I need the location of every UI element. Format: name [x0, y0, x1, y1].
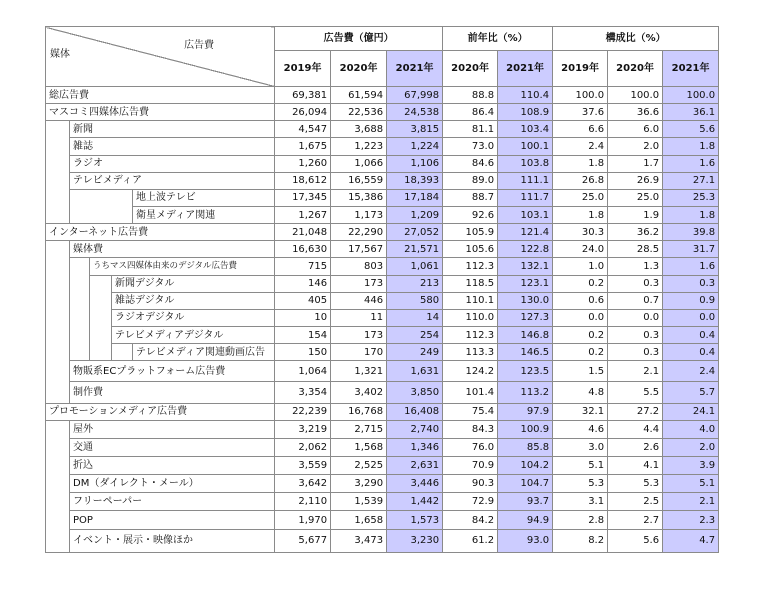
- value-cell: 21,048: [275, 224, 331, 241]
- value-cell: 123.5: [498, 361, 553, 382]
- value-cell: 132.1: [498, 258, 553, 275]
- value-cell: 118.5: [443, 275, 498, 292]
- value-cell: 16,408: [387, 403, 443, 420]
- value-cell: 100.0: [553, 87, 608, 104]
- value-cell: 1,106: [387, 155, 443, 172]
- value-cell: 70.9: [443, 457, 498, 475]
- value-cell: 100.0: [663, 87, 719, 104]
- year-header: 2020年: [443, 51, 498, 87]
- value-cell: 10: [275, 309, 331, 326]
- value-cell: 715: [275, 258, 331, 275]
- value-cell: 0.3: [608, 326, 663, 343]
- value-cell: 25.0: [608, 189, 663, 206]
- value-cell: 405: [275, 292, 331, 309]
- value-cell: 3,688: [331, 121, 387, 138]
- value-cell: 16,630: [275, 241, 331, 258]
- value-cell: 3,815: [387, 121, 443, 138]
- value-cell: 124.2: [443, 361, 498, 382]
- value-cell: 2.0: [663, 438, 719, 456]
- table-row: [46, 309, 719, 326]
- value-cell: 16,559: [331, 172, 387, 189]
- table-row: [46, 172, 719, 189]
- value-cell: 22,290: [331, 224, 387, 241]
- value-cell: 5,677: [275, 529, 331, 552]
- yoy-group-header: 前年比（%）: [443, 27, 553, 51]
- table-row: [46, 138, 719, 155]
- value-cell: 26.8: [553, 172, 608, 189]
- year-header: 2021年: [663, 51, 719, 87]
- value-cell: 88.8: [443, 87, 498, 104]
- indent-cell: [46, 241, 70, 403]
- value-cell: 31.7: [663, 241, 719, 258]
- row-label: POP: [70, 511, 275, 529]
- indent-cell: [90, 275, 112, 361]
- value-cell: 130.0: [498, 292, 553, 309]
- value-cell: 36.1: [663, 104, 719, 121]
- value-cell: 4.7: [663, 529, 719, 552]
- value-cell: 67,998: [387, 87, 443, 104]
- value-cell: 0.4: [663, 326, 719, 343]
- value-cell: 112.3: [443, 326, 498, 343]
- row-label: プロモーションメディア広告費: [46, 403, 275, 420]
- value-cell: 3.1: [553, 493, 608, 511]
- value-cell: 2.1: [663, 493, 719, 511]
- value-cell: 24,538: [387, 104, 443, 121]
- table-row: [46, 326, 719, 343]
- value-cell: 93.7: [498, 493, 553, 511]
- value-cell: 104.2: [498, 457, 553, 475]
- table-row: [46, 475, 719, 493]
- year-header: 2021年: [387, 51, 443, 87]
- value-cell: 1.5: [553, 361, 608, 382]
- value-cell: 24.0: [553, 241, 608, 258]
- table-row: [46, 87, 719, 104]
- value-cell: 76.0: [443, 438, 498, 456]
- value-cell: 1,442: [387, 493, 443, 511]
- value-cell: 1,539: [331, 493, 387, 511]
- value-cell: 111.1: [498, 172, 553, 189]
- value-cell: 2,715: [331, 420, 387, 438]
- value-cell: 61,594: [331, 87, 387, 104]
- value-cell: 1,346: [387, 438, 443, 456]
- value-cell: 146.5: [498, 344, 553, 361]
- value-cell: 3.9: [663, 457, 719, 475]
- row-label: 折込: [70, 457, 275, 475]
- value-cell: 100.0: [608, 87, 663, 104]
- value-cell: 75.4: [443, 403, 498, 420]
- value-cell: 2,110: [275, 493, 331, 511]
- value-cell: 101.4: [443, 382, 498, 403]
- value-cell: 2,740: [387, 420, 443, 438]
- row-label: DM（ダイレクト・メール）: [70, 475, 275, 493]
- value-cell: 154: [275, 326, 331, 343]
- value-cell: 5.5: [608, 382, 663, 403]
- table-row: [46, 206, 719, 223]
- value-cell: 2.3: [663, 511, 719, 529]
- value-cell: 110.1: [443, 292, 498, 309]
- value-cell: 170: [331, 344, 387, 361]
- value-cell: 0.4: [663, 344, 719, 361]
- table-row: [46, 224, 719, 241]
- advertising-expenditure-table: [45, 26, 719, 553]
- value-cell: 150: [275, 344, 331, 361]
- year-header: 2020年: [331, 51, 387, 87]
- value-cell: 123.1: [498, 275, 553, 292]
- value-cell: 0.3: [608, 275, 663, 292]
- year-header: 2019年: [275, 51, 331, 87]
- value-cell: 5.6: [663, 121, 719, 138]
- table-row: [46, 292, 719, 309]
- value-cell: 88.7: [443, 189, 498, 206]
- value-cell: 3.0: [553, 438, 608, 456]
- table-row: [46, 420, 719, 438]
- value-cell: 103.1: [498, 206, 553, 223]
- row-axis-label: 媒体: [50, 49, 70, 60]
- value-cell: 17,184: [387, 189, 443, 206]
- table-row: [46, 361, 719, 382]
- row-label: 総広告費: [46, 87, 275, 104]
- value-cell: 213: [387, 275, 443, 292]
- value-cell: 113.2: [498, 382, 553, 403]
- value-cell: 4.1: [608, 457, 663, 475]
- row-label: インターネット広告費: [46, 224, 275, 241]
- value-cell: 27.1: [663, 172, 719, 189]
- value-cell: 4.4: [608, 420, 663, 438]
- value-cell: 28.5: [608, 241, 663, 258]
- row-label: テレビメディア関連動画広告: [133, 344, 275, 361]
- value-cell: 84.6: [443, 155, 498, 172]
- value-cell: 3,473: [331, 529, 387, 552]
- value-cell: 0.2: [553, 344, 608, 361]
- table-row: [46, 189, 719, 206]
- value-cell: 24.1: [663, 403, 719, 420]
- year-header: 2019年: [553, 51, 608, 87]
- value-cell: 3,446: [387, 475, 443, 493]
- table-row: [46, 344, 719, 361]
- value-cell: 3,354: [275, 382, 331, 403]
- table-row: [46, 493, 719, 511]
- value-cell: 3,290: [331, 475, 387, 493]
- row-label: 屋外: [70, 420, 275, 438]
- value-cell: 2.4: [553, 138, 608, 155]
- value-cell: 16,768: [331, 403, 387, 420]
- row-label: 衛星メディア関連: [133, 206, 275, 223]
- value-cell: 0.2: [553, 275, 608, 292]
- value-cell: 110.4: [498, 87, 553, 104]
- value-cell: 2,631: [387, 457, 443, 475]
- value-cell: 1.3: [608, 258, 663, 275]
- value-cell: 2.0: [608, 138, 663, 155]
- value-cell: 4.6: [553, 420, 608, 438]
- value-cell: 21,571: [387, 241, 443, 258]
- value-cell: 1.8: [663, 138, 719, 155]
- value-cell: 36.2: [608, 224, 663, 241]
- value-cell: 1,568: [331, 438, 387, 456]
- value-cell: 5.1: [553, 457, 608, 475]
- table-row: [46, 104, 719, 121]
- row-label: 雑誌: [70, 138, 275, 155]
- value-cell: 105.6: [443, 241, 498, 258]
- value-cell: 61.2: [443, 529, 498, 552]
- year-header: 2020年: [608, 51, 663, 87]
- value-cell: 27.2: [608, 403, 663, 420]
- share-group-header: 構成比（%）: [553, 27, 719, 51]
- row-label: 交通: [70, 438, 275, 456]
- value-cell: 84.3: [443, 420, 498, 438]
- value-cell: 1,260: [275, 155, 331, 172]
- value-cell: 89.0: [443, 172, 498, 189]
- row-label: イベント・展示・映像ほか: [70, 529, 275, 552]
- value-cell: 2.1: [608, 361, 663, 382]
- value-cell: 73.0: [443, 138, 498, 155]
- value-cell: 112.3: [443, 258, 498, 275]
- value-cell: 0.3: [608, 344, 663, 361]
- row-label: 地上波テレビ: [133, 189, 275, 206]
- column-axis-label: 広告費: [184, 40, 215, 51]
- row-label: 制作費: [70, 382, 275, 403]
- value-cell: 104.7: [498, 475, 553, 493]
- value-cell: 254: [387, 326, 443, 343]
- value-cell: 1,209: [387, 206, 443, 223]
- value-cell: 5.6: [608, 529, 663, 552]
- value-cell: 72.9: [443, 493, 498, 511]
- value-cell: 173: [331, 275, 387, 292]
- value-cell: 22,536: [331, 104, 387, 121]
- value-cell: 103.4: [498, 121, 553, 138]
- value-cell: 1,321: [331, 361, 387, 382]
- indent-cell: [70, 258, 90, 361]
- table-row: [46, 438, 719, 456]
- value-cell: 446: [331, 292, 387, 309]
- value-cell: 173: [331, 326, 387, 343]
- value-cell: 108.9: [498, 104, 553, 121]
- value-cell: 3,642: [275, 475, 331, 493]
- row-label: 媒体費: [70, 241, 275, 258]
- value-cell: 4.8: [553, 382, 608, 403]
- table-row: [46, 529, 719, 552]
- value-cell: 1,061: [387, 258, 443, 275]
- value-cell: 6.6: [553, 121, 608, 138]
- value-cell: 1,064: [275, 361, 331, 382]
- value-cell: 3,219: [275, 420, 331, 438]
- table-row: [46, 275, 719, 292]
- value-cell: 30.3: [553, 224, 608, 241]
- indent-cell: [112, 344, 133, 361]
- value-cell: 26.9: [608, 172, 663, 189]
- value-cell: 1,573: [387, 511, 443, 529]
- value-cell: 39.8: [663, 224, 719, 241]
- value-cell: 1,658: [331, 511, 387, 529]
- value-cell: 1,675: [275, 138, 331, 155]
- value-cell: 2.5: [608, 493, 663, 511]
- value-cell: 2,062: [275, 438, 331, 456]
- value-cell: 580: [387, 292, 443, 309]
- row-label: 雑誌デジタル: [112, 292, 275, 309]
- corner-header-cell: [46, 27, 275, 87]
- value-cell: 85.8: [498, 438, 553, 456]
- value-cell: 37.6: [553, 104, 608, 121]
- value-cell: 113.3: [443, 344, 498, 361]
- value-cell: 0.0: [553, 309, 608, 326]
- value-cell: 93.0: [498, 529, 553, 552]
- indent-cell: [70, 189, 133, 223]
- row-label: ラジオ: [70, 155, 275, 172]
- value-cell: 90.3: [443, 475, 498, 493]
- value-cell: 84.2: [443, 511, 498, 529]
- value-cell: 4,547: [275, 121, 331, 138]
- value-cell: 103.8: [498, 155, 553, 172]
- row-label: 物販系ECプラットフォーム広告費: [70, 361, 275, 382]
- row-label: 新聞: [70, 121, 275, 138]
- value-cell: 1.8: [663, 206, 719, 223]
- value-cell: 2,525: [331, 457, 387, 475]
- value-cell: 3,402: [331, 382, 387, 403]
- value-cell: 26,094: [275, 104, 331, 121]
- table-row: [46, 155, 719, 172]
- value-cell: 2.7: [608, 511, 663, 529]
- value-cell: 1,223: [331, 138, 387, 155]
- value-cell: 0.6: [553, 292, 608, 309]
- row-label: テレビメディアデジタル: [112, 326, 275, 343]
- value-cell: 1.7: [608, 155, 663, 172]
- indent-cell: [46, 121, 70, 224]
- row-label: フリーペーパー: [70, 493, 275, 511]
- value-cell: 1.9: [608, 206, 663, 223]
- value-cell: 4.0: [663, 420, 719, 438]
- table-row: [46, 382, 719, 403]
- row-label: テレビメディア: [70, 172, 275, 189]
- value-cell: 121.4: [498, 224, 553, 241]
- amount-group-header: 広告費（億円）: [275, 27, 443, 51]
- value-cell: 1.8: [553, 155, 608, 172]
- value-cell: 105.9: [443, 224, 498, 241]
- value-cell: 86.4: [443, 104, 498, 121]
- value-cell: 3,230: [387, 529, 443, 552]
- year-header: 2021年: [498, 51, 553, 87]
- value-cell: 5.3: [553, 475, 608, 493]
- value-cell: 17,567: [331, 241, 387, 258]
- table-row: [46, 241, 719, 258]
- value-cell: 2.4: [663, 361, 719, 382]
- value-cell: 0.0: [663, 309, 719, 326]
- value-cell: 146: [275, 275, 331, 292]
- value-cell: 94.9: [498, 511, 553, 529]
- value-cell: 1,970: [275, 511, 331, 529]
- value-cell: 3,559: [275, 457, 331, 475]
- table-row: [46, 258, 719, 275]
- value-cell: 110.0: [443, 309, 498, 326]
- table-row: [46, 457, 719, 475]
- value-cell: 97.9: [498, 403, 553, 420]
- value-cell: 1,224: [387, 138, 443, 155]
- value-cell: 803: [331, 258, 387, 275]
- value-cell: 1,066: [331, 155, 387, 172]
- value-cell: 0.0: [608, 309, 663, 326]
- value-cell: 3,850: [387, 382, 443, 403]
- value-cell: 18,393: [387, 172, 443, 189]
- value-cell: 25.0: [553, 189, 608, 206]
- value-cell: 2.6: [608, 438, 663, 456]
- value-cell: 1,173: [331, 206, 387, 223]
- table-row: [46, 511, 719, 529]
- value-cell: 2.8: [553, 511, 608, 529]
- value-cell: 8.2: [553, 529, 608, 552]
- value-cell: 5.3: [608, 475, 663, 493]
- value-cell: 81.1: [443, 121, 498, 138]
- table-row: [46, 121, 719, 138]
- value-cell: 27,052: [387, 224, 443, 241]
- value-cell: 18,612: [275, 172, 331, 189]
- value-cell: 32.1: [553, 403, 608, 420]
- value-cell: 0.3: [663, 275, 719, 292]
- value-cell: 0.7: [608, 292, 663, 309]
- value-cell: 1.0: [553, 258, 608, 275]
- value-cell: 0.9: [663, 292, 719, 309]
- value-cell: 15,386: [331, 189, 387, 206]
- row-label: ラジオデジタル: [112, 309, 275, 326]
- row-label: 新聞デジタル: [112, 275, 275, 292]
- value-cell: 6.0: [608, 121, 663, 138]
- value-cell: 5.1: [663, 475, 719, 493]
- row-label: マスコミ四媒体広告費: [46, 104, 275, 121]
- value-cell: 1.6: [663, 155, 719, 172]
- value-cell: 5.7: [663, 382, 719, 403]
- value-cell: 17,345: [275, 189, 331, 206]
- value-cell: 122.8: [498, 241, 553, 258]
- value-cell: 92.6: [443, 206, 498, 223]
- value-cell: 100.9: [498, 420, 553, 438]
- value-cell: 22,239: [275, 403, 331, 420]
- value-cell: 249: [387, 344, 443, 361]
- value-cell: 1.8: [553, 206, 608, 223]
- value-cell: 127.3: [498, 309, 553, 326]
- value-cell: 1,267: [275, 206, 331, 223]
- row-label: うちマス四媒体由来のデジタル広告費: [90, 258, 275, 275]
- value-cell: 69,381: [275, 87, 331, 104]
- value-cell: 25.3: [663, 189, 719, 206]
- value-cell: 1.6: [663, 258, 719, 275]
- value-cell: 1,631: [387, 361, 443, 382]
- value-cell: 111.7: [498, 189, 553, 206]
- table-row: [46, 403, 719, 420]
- indent-cell: [46, 420, 70, 552]
- value-cell: 100.1: [498, 138, 553, 155]
- value-cell: 14: [387, 309, 443, 326]
- value-cell: 11: [331, 309, 387, 326]
- value-cell: 0.2: [553, 326, 608, 343]
- value-cell: 36.6: [608, 104, 663, 121]
- value-cell: 146.8: [498, 326, 553, 343]
